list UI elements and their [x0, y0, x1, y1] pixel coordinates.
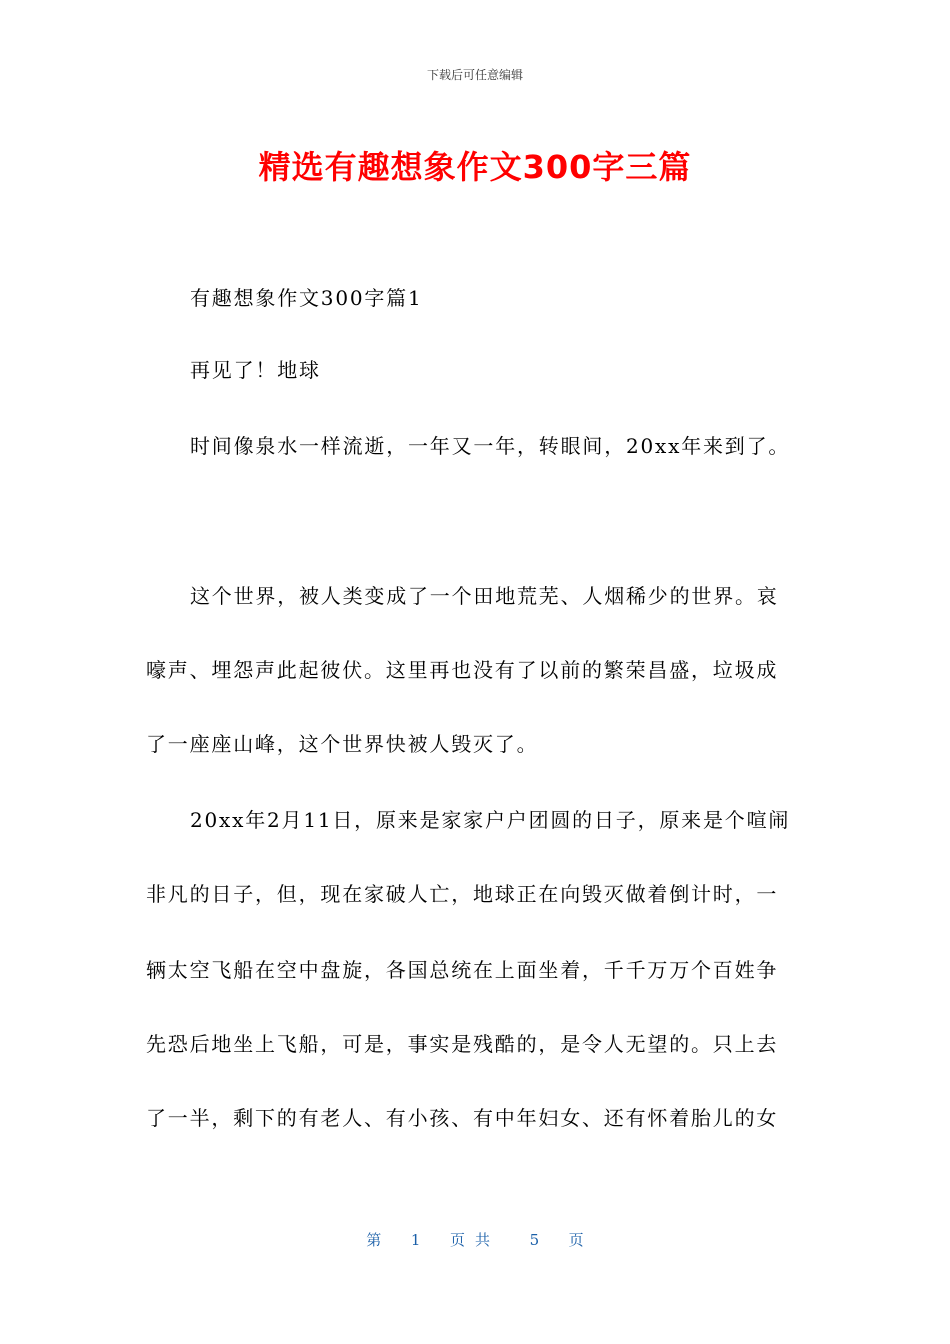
footer-total-pages: 5 — [529, 1231, 540, 1249]
document-title: 精选有趣想象作文300字三篇 — [258, 148, 692, 186]
essay-title: 再见了！地球 — [190, 358, 321, 382]
paragraph-line: 了一座座山峰，这个世界快被人毁灭了。 — [146, 732, 539, 756]
section-heading: 有趣想象作文300字篇1 — [190, 286, 423, 310]
paragraph-line: 非凡的日子，但，现在家破人亡，地球正在向毁灭做着倒计时，一 — [146, 882, 779, 906]
page-footer — [0, 1229, 950, 1250]
paragraph-line: 时间像泉水一样流逝，一年又一年，转眼间，20xx年来到了。 — [190, 434, 791, 458]
paragraph-line: 20xx年2月11日，原来是家家户户团圆的日子，原来是个喧闹 — [190, 808, 791, 832]
footer-page-prefix: 第 — [366, 1231, 382, 1249]
paragraph-line: 这个世界，被人类变成了一个田地荒芜、人烟稀少的世界。哀 — [190, 584, 779, 608]
footer-page-suffix: 页 — [568, 1231, 584, 1249]
footer-page-number: 1 — [410, 1231, 421, 1249]
paragraph-line: 了一半，剩下的有老人、有小孩、有中年妇女、还有怀着胎儿的女 — [146, 1106, 779, 1130]
paragraph-line: 先恐后地坐上飞船，可是，事实是残酷的，是令人无望的。只上去 — [146, 1032, 779, 1056]
paragraph-line: 辆太空飞船在空中盘旋，各国总统在上面坐着，千千万万个百姓争 — [146, 958, 779, 982]
paragraph-line: 嚎声、埋怨声此起彼伏。这里再也没有了以前的繁荣昌盛，垃圾成 — [146, 658, 779, 682]
header-note: 下载后可任意编辑 — [426, 68, 523, 82]
footer-page-mid: 页共 — [449, 1231, 500, 1249]
